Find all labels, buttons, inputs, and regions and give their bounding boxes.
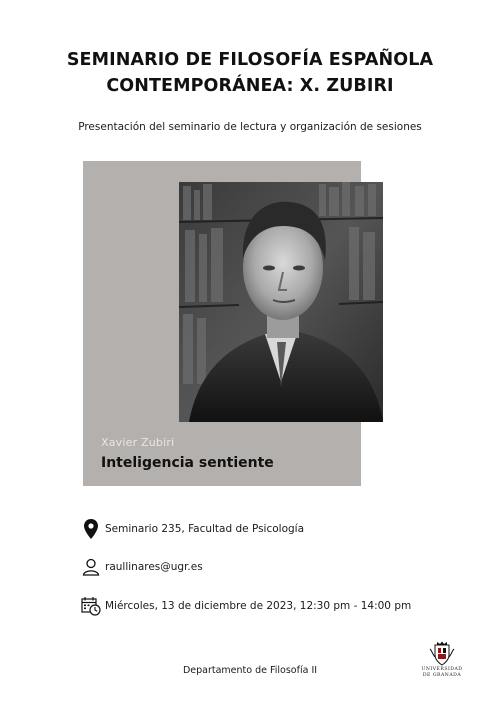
title-line-2: CONTEMPORÁNEA: X. ZUBIRI bbox=[106, 76, 394, 96]
university-logo bbox=[417, 641, 467, 685]
department-name: Departamento de Filosofía II bbox=[182, 665, 318, 676]
author-name: Xavier Zubiri bbox=[101, 436, 175, 449]
person-icon bbox=[80, 556, 102, 578]
calendar-clock-icon bbox=[80, 595, 102, 617]
title-line-1: SEMINARIO DE FILOSOFÍA ESPAÑOLA bbox=[66, 50, 434, 70]
portrait-photo bbox=[179, 182, 383, 422]
datetime-text: Miércoles, 13 de diciembre de 2023, 12:30 pm - 14:00 pm bbox=[105, 600, 412, 612]
logo-text-line-2: DE GRANADA bbox=[422, 672, 462, 678]
subtitle: Presentación del seminario de lectura y organización de sesiones bbox=[78, 121, 422, 133]
page-title bbox=[0, 47, 500, 99]
map-pin-icon bbox=[80, 518, 102, 540]
work-title: Inteligencia sentiente bbox=[101, 455, 274, 471]
datetime-row bbox=[80, 594, 411, 618]
logo-text-line-1: UNIVERSIDAD bbox=[421, 667, 463, 672]
email-text[interactable]: raullinares@ugr.es bbox=[105, 561, 203, 573]
crest-icon bbox=[427, 641, 457, 667]
location-row bbox=[80, 517, 304, 541]
location-text: Seminario 235, Facultad de Psicología bbox=[105, 523, 305, 535]
email-row bbox=[80, 555, 203, 579]
